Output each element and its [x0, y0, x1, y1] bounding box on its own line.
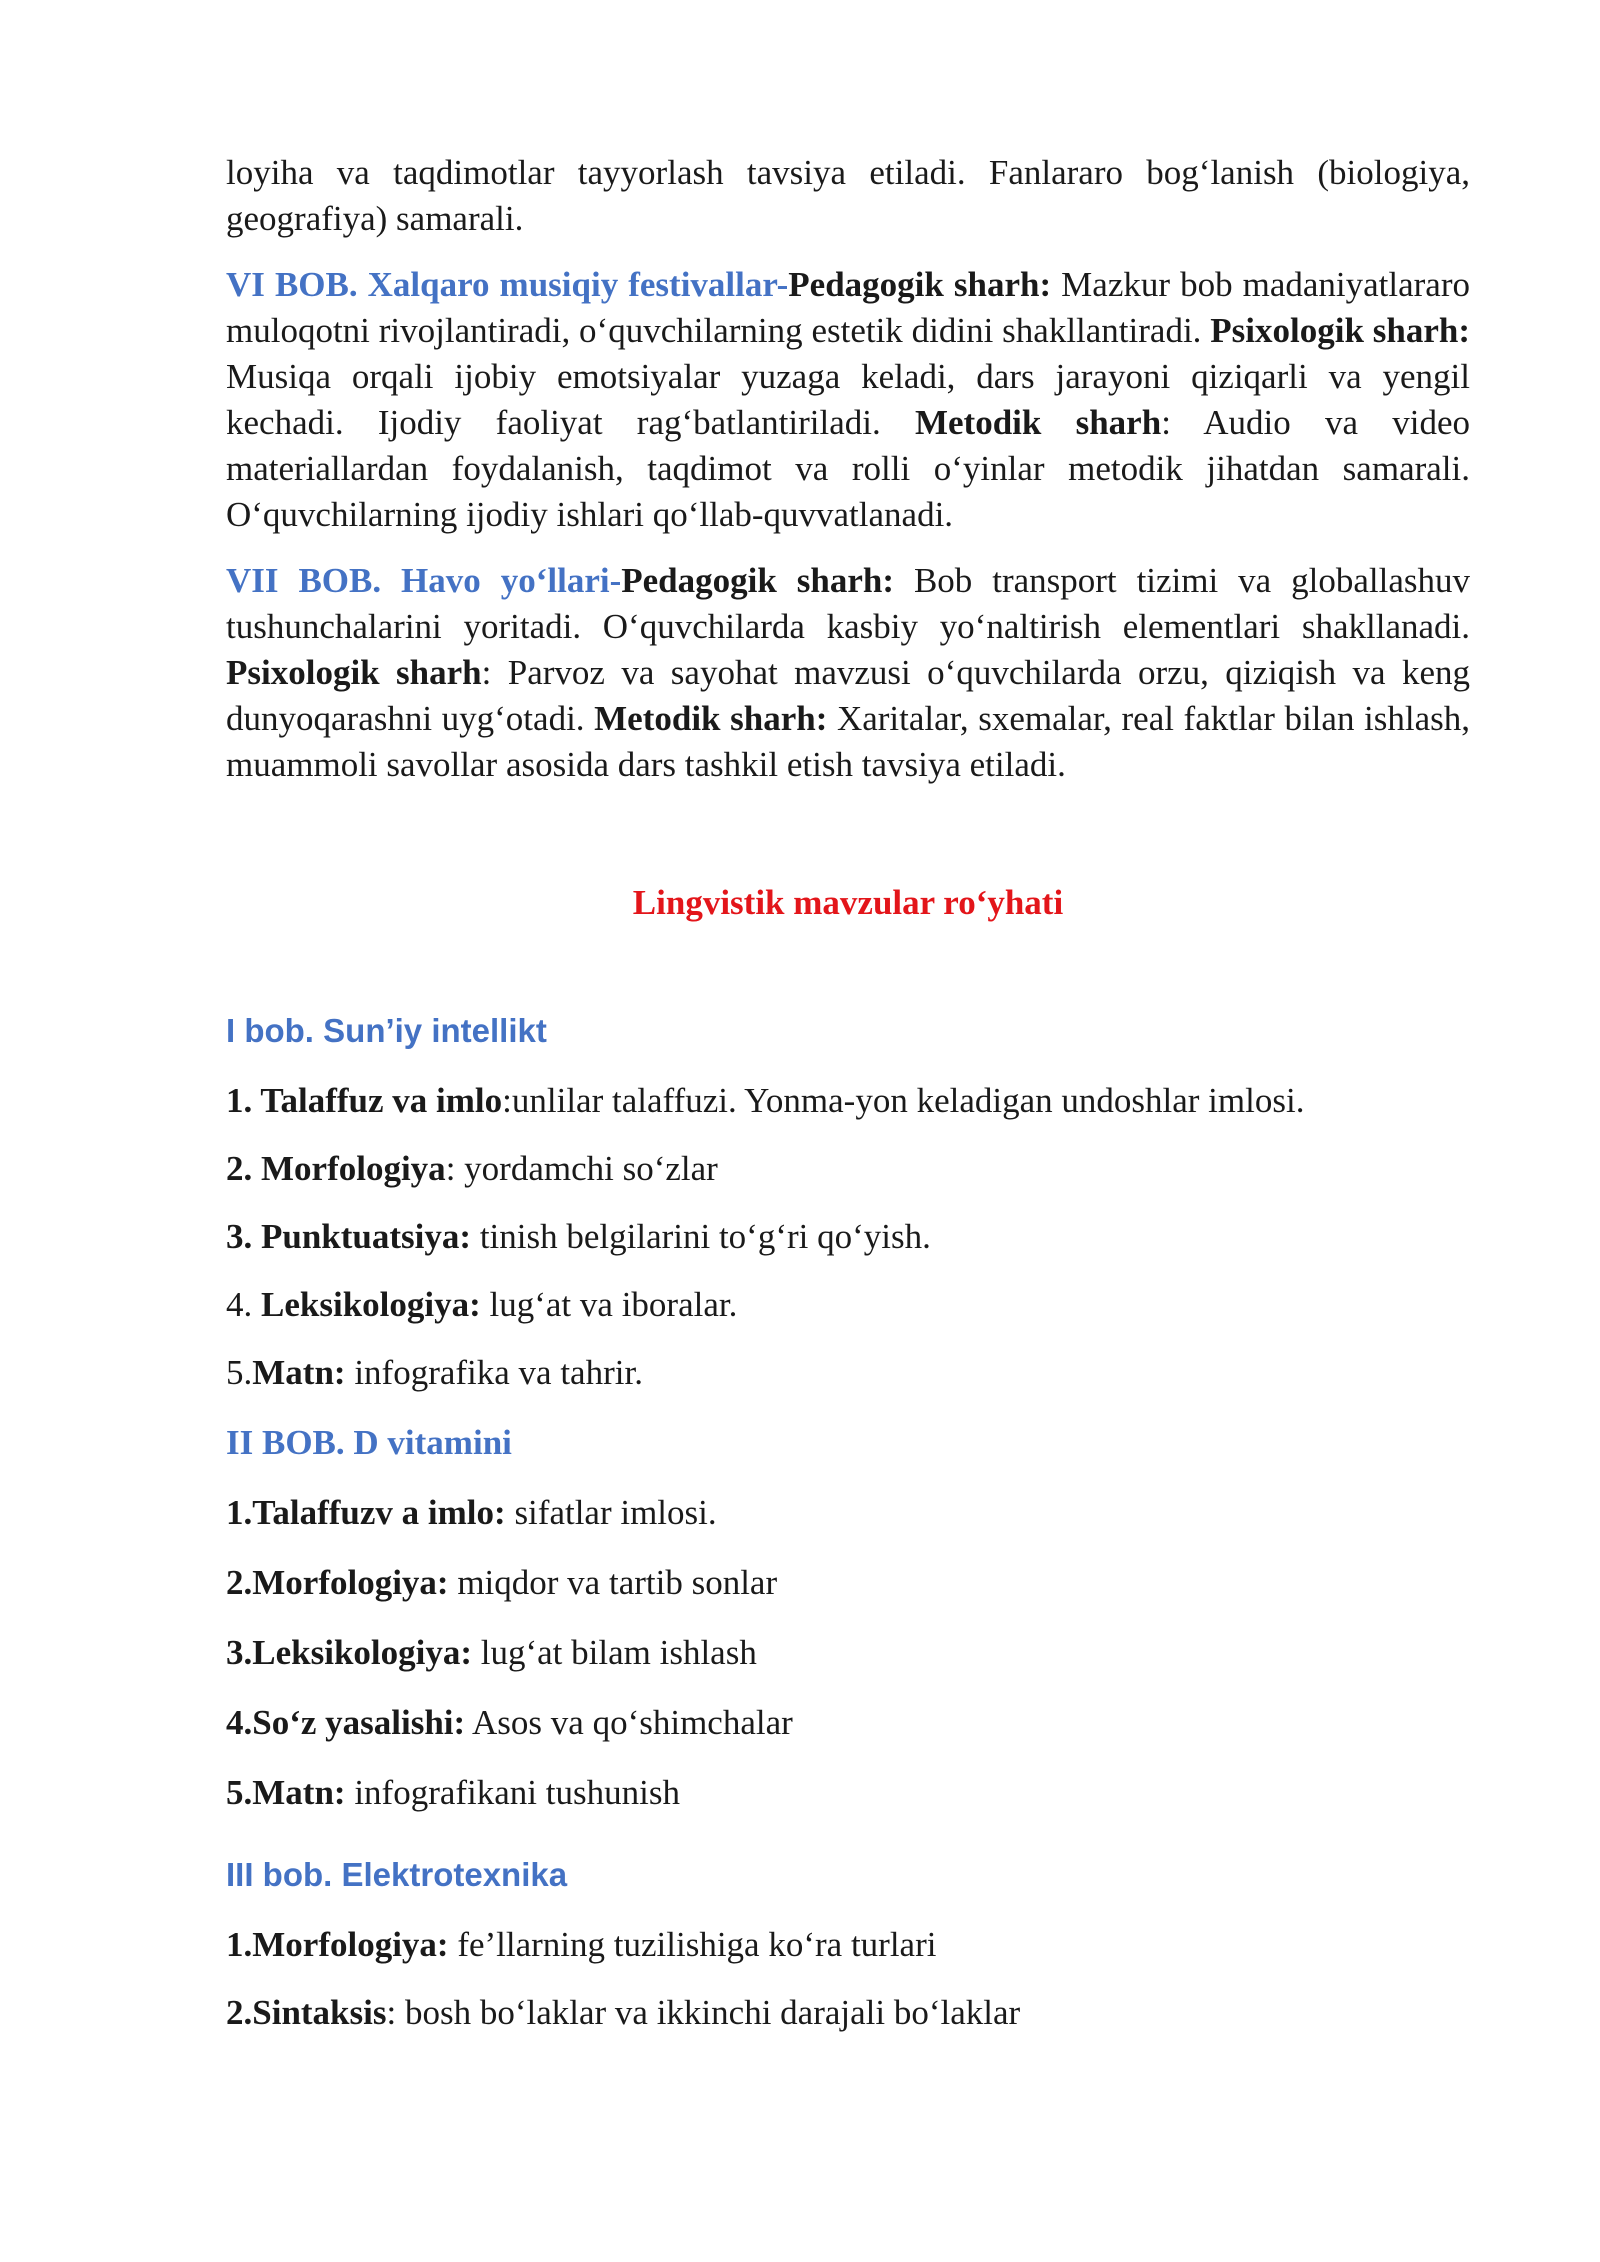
intro-paragraph: loyiha va taqdimotlar tayyorlash tavsiya etiladi. Fanlararo bog‘lanish (biologiya, geografiya) samarali.: [226, 153, 1470, 238]
item-text: infografika va tahrir.: [345, 1353, 643, 1392]
item-text: :unlilar talaffuzi. Yonma-yon keladigan undoshlar imlosi.: [502, 1081, 1305, 1120]
item-text: lug‘at bilam ishlash: [472, 1633, 757, 1672]
item-number: 5.: [226, 1773, 253, 1812]
item-text: sifatlar imlosi.: [505, 1493, 717, 1532]
item-text: : yordamchi so‘zlar: [445, 1149, 718, 1188]
methodical-text: Xaritalar, sxemalar, real faktlar bilan ishlash, muammoli savollar asosida dars tashkil etish tavsiya etiladi.: [226, 699, 1471, 784]
list-item: [226, 1630, 1470, 1676]
item-label: Morfologiya:: [252, 1563, 449, 1602]
psychological-label: Psixologik sharh: [226, 653, 482, 692]
list-item: [226, 1990, 1470, 2036]
methodical-label: Metodik sharh: [914, 403, 1162, 442]
item-label: Talaffuzv a imlo:: [252, 1493, 506, 1532]
item-text: lug‘at va iboralar.: [480, 1285, 738, 1324]
item-label: Matn:: [252, 1353, 346, 1392]
item-text: tinish belgilarini to‘g‘ri qo‘yish.: [471, 1217, 931, 1256]
methodical-label: Metodik sharh:: [594, 699, 828, 738]
pedagogical-label: Pedagogik sharh:: [788, 265, 1052, 304]
item-label: Sintaksis: [252, 1993, 387, 2032]
linguistic-topics-heading: Lingvistik mavzular ro‘yhati: [632, 883, 1064, 922]
item-text: : bosh bo‘laklar va ikkinchi darajali bo‘laklar: [386, 1993, 1021, 2032]
list-item: [226, 1350, 1470, 1396]
methodical-text: : Audio va video materiallardan foydalanish, taqdimot va rolli o‘yinlar metodik jihatdan samarali. O‘quvchilarning ijodiy ishlari qo‘llab-quvvatlanadi.: [226, 403, 1470, 534]
item-label: So‘z yasalishi:: [252, 1703, 466, 1742]
item-number: 5.: [226, 1353, 253, 1392]
item-label: Morfologiya:: [252, 1925, 449, 1964]
item-label: Punktuatsiya:: [261, 1217, 472, 1256]
list-item: [226, 1922, 1470, 1968]
list-item: [226, 1700, 1470, 1746]
item-number: 4.: [226, 1703, 253, 1742]
item-label: Matn:: [252, 1773, 346, 1812]
item-text: miqdor va tartib sonlar: [448, 1563, 778, 1602]
pedagogical-label: Pedagogik sharh:: [621, 561, 894, 600]
item-number: 2.: [226, 1563, 253, 1602]
chapter-7-paragraph: [226, 558, 1470, 788]
chapter-3-heading: III bob. Elektrotexnika: [226, 1856, 568, 1893]
chapter-2-heading: II BOB. D vitamini: [226, 1423, 512, 1462]
chapter-7-title: VII BOB. Havo yo‘llari-: [226, 561, 622, 600]
item-number: 1.: [226, 1081, 261, 1120]
item-number: 4.: [226, 1285, 261, 1324]
document-page: [226, 150, 1470, 2036]
item-number: 1.: [226, 1493, 253, 1532]
item-number: 2.: [226, 1993, 253, 2032]
psychological-text: : Parvoz va sayohat mavzusi o‘quvchilarda orzu, qiziqish va keng dunyoqarashni uyg‘otadi.: [226, 653, 1470, 738]
item-label: Talaffuz va imlo: [260, 1081, 503, 1120]
pedagogical-text: Bob transport tizimi va globallashuv tushunchalarini yoritadi. O‘quvchilarda kasbiy yo‘naltirish elementlari shakllanadi.: [226, 561, 1470, 646]
psychological-text: Musiqa orqali ijobiy emotsiyalar yuzaga keladi, dars jarayoni qiziqarli va yengil kechadi. Ijodiy faoliyat rag‘batlantiriladi.: [226, 357, 1470, 442]
item-label: Morfologiya: [261, 1149, 446, 1188]
list-item: [226, 1282, 1470, 1328]
list-item: [226, 1560, 1470, 1606]
list-item: [226, 1214, 1470, 1260]
item-text: fe’llarning tuzilishiga ko‘ra turlari: [448, 1925, 937, 1964]
item-number: 2.: [226, 1149, 261, 1188]
chapter-6-title: VI BOB. Xalqaro musiqiy festivallar-: [226, 265, 789, 304]
list-item: [226, 1146, 1470, 1192]
item-number: 3.: [226, 1633, 253, 1672]
chapter-6-paragraph: [226, 262, 1470, 538]
chapter-1-heading: I bob. Sun’iy intellikt: [226, 1012, 547, 1049]
list-item: [226, 1770, 1470, 1816]
item-text: infografikani tushunish: [345, 1773, 680, 1812]
item-label: Leksikologiya:: [261, 1285, 481, 1324]
list-item: [226, 1078, 1470, 1124]
item-number: 1.: [226, 1925, 253, 1964]
item-text: Asos va qo‘shimchalar: [465, 1703, 793, 1742]
list-item: [226, 1490, 1470, 1536]
item-label: Leksikologiya:: [252, 1633, 473, 1672]
pedagogical-text: Mazkur bob madaniyatlararo muloqotni rivojlantiradi, o‘quvchilarning estetik didini shakllantiradi.: [226, 265, 1470, 350]
item-number: 3.: [226, 1217, 261, 1256]
psychological-label: Psixologik sharh:: [1210, 311, 1470, 350]
